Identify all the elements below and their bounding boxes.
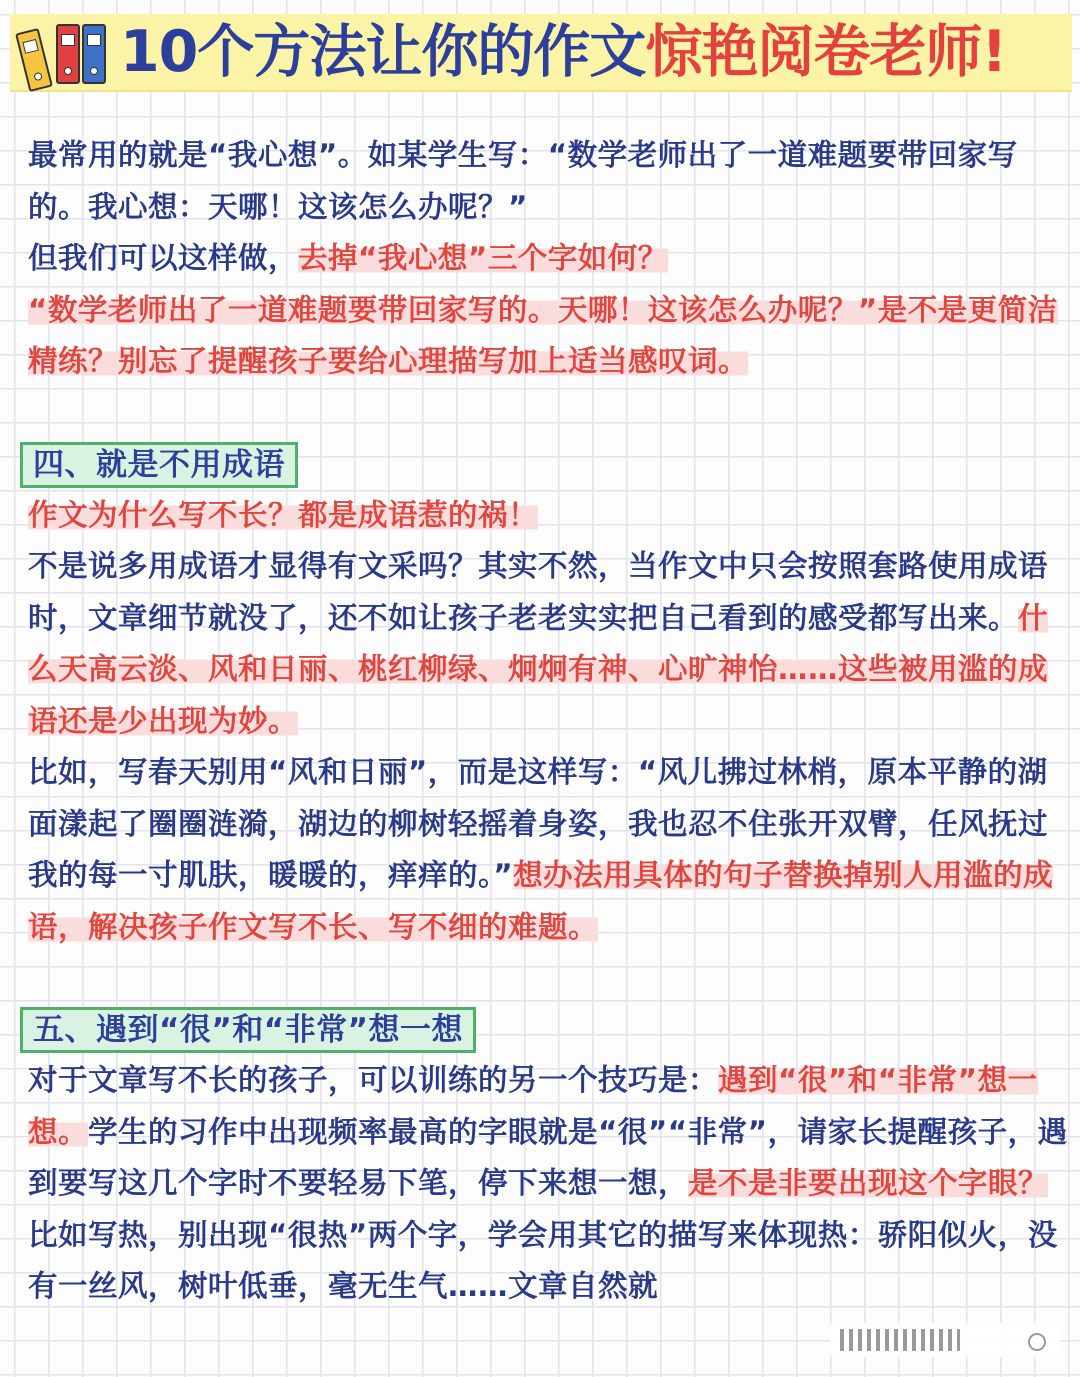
section-heading-row bbox=[28, 1004, 1068, 1055]
watermark bbox=[830, 1323, 1060, 1357]
page-title bbox=[120, 18, 1006, 86]
highlight-text: 什么天高云淡、风和日丽、桃红柳绿、炯炯有神、心旷神怡……这些被用滥的成语还是少出现为妙。 bbox=[28, 600, 1049, 738]
text-span: 但我们可以这样做， bbox=[28, 241, 299, 275]
article-body bbox=[28, 130, 1068, 1313]
paragraph: 最常用的就是“我心想”。如某学生写：“数学老师出了一道难题要带回家写的。我心想：天哪！这该怎么办呢？” bbox=[28, 138, 1018, 224]
highlight-text: 遇到“很”和“非常”想一想。 bbox=[28, 1063, 1038, 1149]
blue-binder-icon bbox=[82, 24, 106, 84]
highlight-text: “数学老师出了一道难题要带回家写的。天哪！这该怎么办呢？”是不是更简洁精练？别忘了提醒孩子要给心理描写加上适当感叹词。 bbox=[28, 292, 1058, 378]
watermark-logo-icon bbox=[840, 1329, 960, 1351]
title-part-2: 惊艳阅卷老师! bbox=[645, 19, 1007, 85]
yellow-binder-icon bbox=[15, 28, 53, 92]
highlight-text: 去掉“我心想”三个字如何？ bbox=[298, 241, 668, 275]
paragraph bbox=[28, 541, 1068, 747]
paragraph bbox=[28, 233, 1068, 285]
spacer bbox=[28, 388, 1068, 439]
title-banner bbox=[10, 14, 1072, 90]
text-span: 对于文章写不长的孩子，可以训练的另一个技巧是： bbox=[28, 1063, 719, 1097]
paragraph bbox=[28, 285, 1068, 388]
text-span: 学生的习作中出现频率最高的字眼就是“很”“非常”，请家长提醒孩子，遇到要写这几个字时不要轻易下笔，停下来想一想， bbox=[28, 1114, 1068, 1200]
highlight-text: 作文为什么写不长？都是成语惹的祸！ bbox=[28, 497, 539, 532]
paragraph bbox=[28, 1055, 1068, 1210]
paragraph bbox=[28, 490, 1068, 542]
watermark-dot-icon bbox=[1028, 1333, 1046, 1351]
section-heading-4: 四、就是不用成语 bbox=[20, 442, 298, 488]
section-heading-row bbox=[28, 439, 1068, 490]
highlight-text: 是不是非要出现这个字眼？ bbox=[688, 1166, 1049, 1200]
paragraph: 比如写热，别出现“很热”两个字，学会用其它的描写来体现热：骄阳似火，没有一丝风，树叶低垂，毫无生气……文章自然就 bbox=[28, 1217, 1058, 1303]
section-heading-5: 五、遇到“很”和“非常”想一想 bbox=[20, 1007, 476, 1053]
highlight-text: 想办法用具体的句子替换掉别人用滥的成语，解决孩子作文写不长、写不细的难题。 bbox=[28, 858, 1054, 944]
paragraph bbox=[28, 747, 1068, 953]
title-part-1: 10个方法让你的作文 bbox=[120, 19, 646, 85]
red-binder-icon bbox=[56, 24, 80, 84]
text-span: 不是说多用成语才显得有文采吗？其实不然，当作文中只会按照套路使用成语时，文章细节就没了，还不如让孩子老老实实把自己看到的感受都写出来。 bbox=[28, 549, 1049, 635]
spacer bbox=[28, 953, 1068, 1004]
text-span: 比如，写春天别用“风和日丽”，而是这样写：“风儿拂过林梢，原本平静的湖面漾起了圈圈涟漪，湖边的柳树轻摇着身姿，我也忍不住张开双臂，任风抚过我的每一寸肌肤，暖暖的，痒痒的。” bbox=[28, 755, 1049, 892]
binders-icon bbox=[22, 24, 112, 86]
